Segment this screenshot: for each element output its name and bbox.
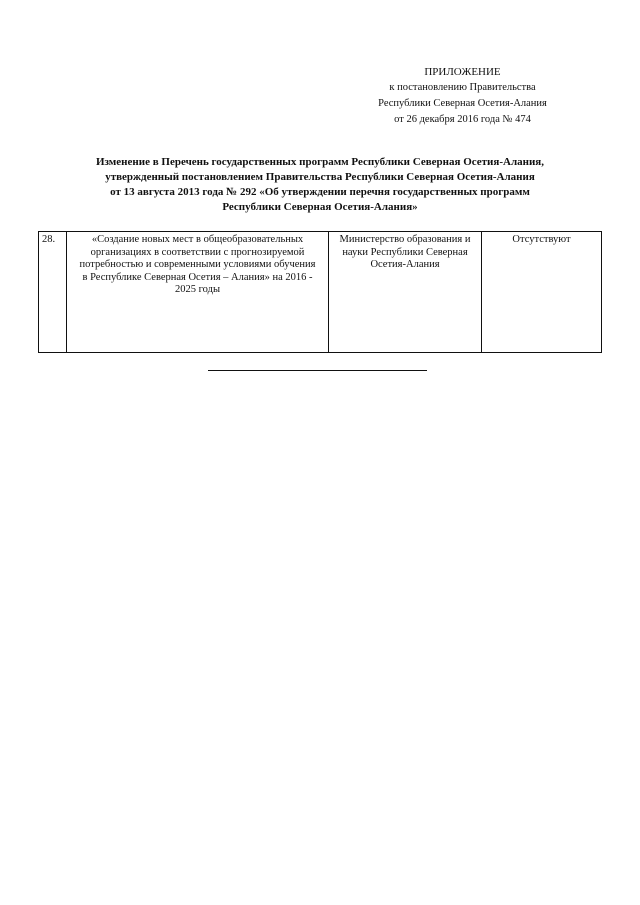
- title-line-2: утвержденный постановлением Правительства Республики Северная Осетия-Алания: [105, 171, 535, 183]
- program-table: [38, 231, 602, 353]
- appendix-line-3: от 26 декабря 2016 года № 474: [394, 114, 531, 125]
- row-number-cell: 28.: [39, 232, 67, 353]
- appendix-block: [360, 64, 565, 128]
- title-line-1: Изменение в Перечень государственных программ Республики Северная Осетия-Алания,: [95, 156, 544, 168]
- title-line-4: Республики Северная Осетия-Алания»: [222, 201, 418, 213]
- responsible-executor-cell: Министерство образования и науки Республики Северная Осетия-Алания: [329, 232, 482, 353]
- closing-rule-line: [208, 370, 427, 371]
- appendix-heading: ПРИЛОЖЕНИЕ: [424, 66, 501, 78]
- subprograms-cell: Отсутствуют: [482, 232, 602, 353]
- program-name: «Создание новых мест в общеобразовательных организациях в соответствии с прогнозируемой потребностью и современными условиями обучения в Республике Северная Осетия – Алания» на 2016 - 2025 годы: [79, 234, 316, 295]
- appendix-line-2: Республики Северная Осетия-Алания: [378, 98, 547, 109]
- appendix-line-1: к постановлению Правительства: [389, 82, 536, 93]
- table-row: [39, 232, 602, 353]
- title-line-3: от 13 августа 2013 года № 292 «Об утверждении перечня государственных программ: [110, 186, 530, 198]
- document-title: [40, 155, 600, 215]
- program-name-cell: [67, 232, 329, 353]
